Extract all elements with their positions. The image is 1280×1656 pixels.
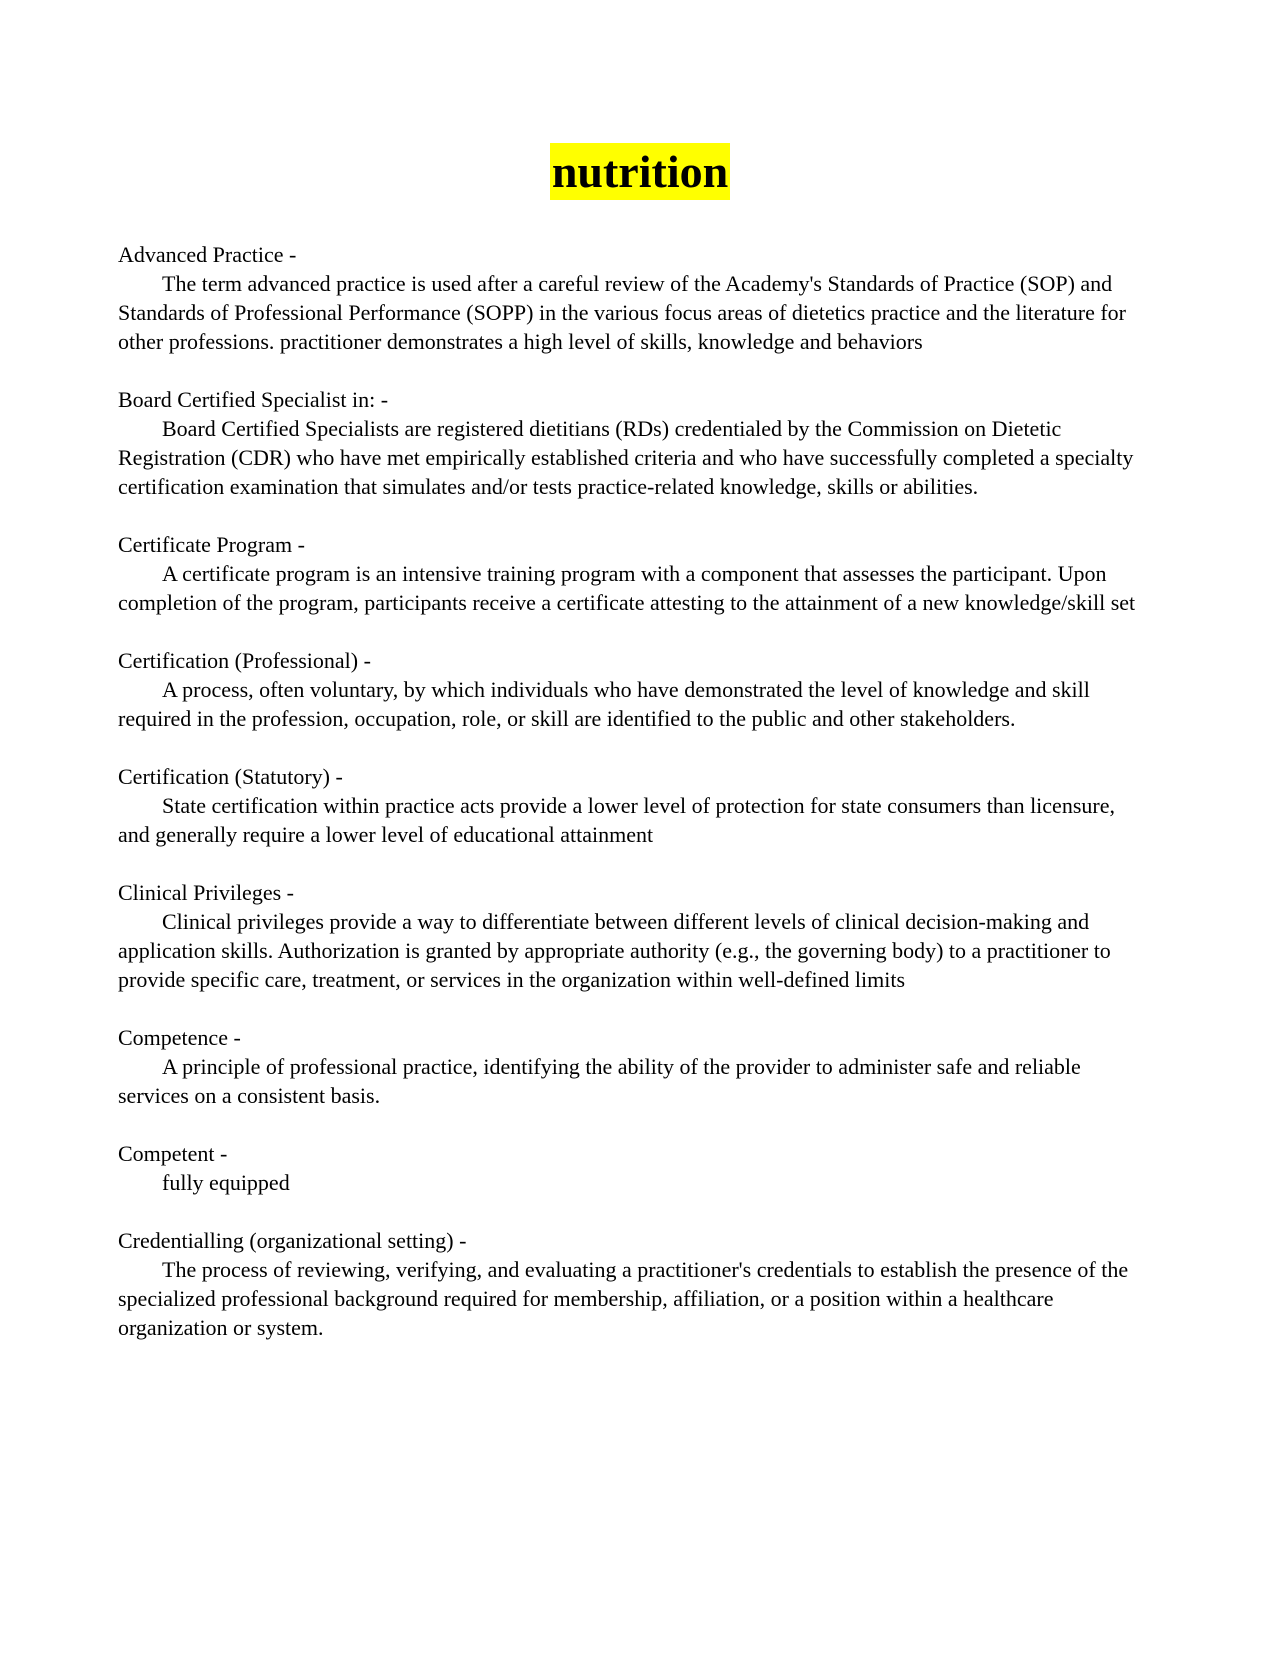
glossary-entry [118, 240, 1150, 356]
glossary-definition: Board Certified Specialists are registered dietitians (RDs) credentialed by the Commission on Dietetic Registration (CDR) who have met empirically established criteria and who have successfully completed a specialty certification examination that simulates and/or tests practice-related knowledge, skills or abilities. [118, 416, 1134, 499]
glossary-definition: A process, often voluntary, by which individuals who have demonstrated the level of knowledge and skill required in the profession, occupation, role, or skill are identified to the public and other stakeholders. [118, 677, 1090, 731]
glossary-entry [118, 878, 1150, 994]
glossary-definition: Clinical privileges provide a way to differentiate between different levels of clinical decision-making and application skills. Authorization is granted by appropriate authority (e.g., the governing body) to a practitioner to provide specific care, treatment, or services in the organization within well-defined limits [118, 909, 1111, 992]
glossary-term: Credentialling (organizational setting) - [118, 1228, 467, 1253]
glossary-term: Board Certified Specialist in: - [118, 387, 389, 412]
glossary-entry [118, 1023, 1150, 1110]
glossary-definition: fully equipped [162, 1170, 290, 1195]
glossary-term: Competent - [118, 1141, 228, 1166]
glossary-entry [118, 1226, 1150, 1342]
glossary-definition: A principle of professional practice, identifying the ability of the provider to administer safe and reliable services on a consistent basis. [118, 1054, 1081, 1108]
glossary-definition: State certification within practice acts provide a lower level of protection for state consumers than licensure, and generally require a lower level of educational attainment [118, 793, 1115, 847]
glossary-entry [118, 530, 1150, 617]
glossary-definition: The process of reviewing, verifying, and evaluating a practitioner's credentials to establish the presence of the specialized professional background required for membership, affiliation, or a position within a healthcare organization or system. [118, 1257, 1129, 1340]
glossary-term: Clinical Privileges - [118, 880, 294, 905]
glossary-entry [118, 646, 1150, 733]
glossary-entry [118, 385, 1150, 501]
glossary-term: Advanced Practice - [118, 242, 297, 267]
glossary-term: Competence - [118, 1025, 241, 1050]
glossary-entry [118, 1139, 1150, 1197]
glossary-list [118, 240, 1150, 1371]
glossary-entry [118, 762, 1150, 849]
glossary-term: Certification (Professional) - [118, 648, 371, 673]
title-wrapper [0, 143, 1280, 200]
document-title: nutrition [550, 143, 730, 200]
glossary-term: Certification (Statutory) - [118, 764, 343, 789]
glossary-term: Certificate Program - [118, 532, 305, 557]
glossary-definition: A certificate program is an intensive training program with a component that assesses the participant. Upon completion of the program, participants receive a certificate attesting to the attainment of a new knowledge/skill set [118, 561, 1136, 615]
glossary-definition: The term advanced practice is used after a careful review of the Academy's Standards of Practice (SOP) and Standards of Professional Performance (SOPP) in the various focus areas of dietetics practice and the literature for other professions. practitioner demonstrates a high level of skills, knowledge and behaviors [118, 271, 1127, 354]
